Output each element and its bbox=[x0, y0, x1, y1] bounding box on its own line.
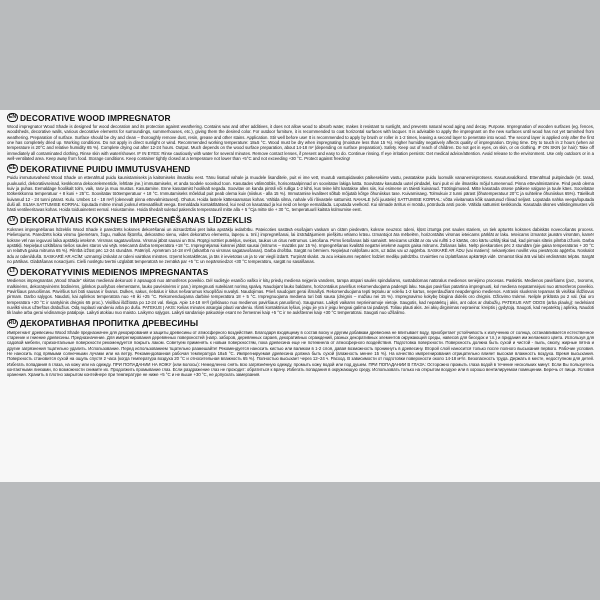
section-body-ru: Импрегнант древесины Wood Shade предназначен для декорирования и защиты древесины от атмосферного воздействия. Благодаря входящему в состав воску и другим добавкам древесина не впитывает воду, приобретает устойчивость к излучению от солнца, останавливается естественное старение и гниение древесины. Предназначение. Для импрегнирования деревянных поверхностей (напр. заборов, деревянных сараев, декоративных ограждений, разных декоративных элементов окружающей среды, навесов для беседок и т.п.) и придания им желаемого цвета. Используя для садовой мебели, горизонтальные поверхности рекомендуется покрыть лаком. Советуем применять к новым поверхностям, пока древесина еще не потемнела от атмосферного воздействия. Подготовка поверхности. Поверхность должна быть сухой и чистой - пыль, смолу, жирные пятна и другие загрязнения тщательно удалить. Использование. Перед использованием тщательно размешайте! Рекомендуется наносить кистью или валиком в 1-2 слоя, давая возможность проникнуть в древесину. Второй слой наносится только после полного высыхания первого. Рабочие условия. Не наносить под прямыми солнечными лучами или на ветру. Рекомендованная рабочая температура 18±5 °C. Импрегнируемая древесина должна быть сухой (влажность менее 15 %). На качество импрегнирования отрицательно влияет высокая влажность воздуха. Время высыхания. Поверхность становится сухой на ощупь спустя 2 часа (когда температура воздуха 20 °С и относительная влажность 65 %). Полностью высыхает через 12–24 ч. Расход. В зависимости от подготовки поверхности около 14-18 м²/л. Безопасность труда. Держать в месте, недоступном для детей. Избегать попадания в глаза, на кожу или на одежду. ПРИ ПОПАДАНИИ НА КОЖУ (или волосы): Немедленно снять всю загрязнённую одежду, промыть кожу водой или под душем. ПРИ ПОПАДАНИИ В ГЛАЗА: Осторожно промыть глаза водой в течение нескольких минут. Если Вы пользуетесь контактными линзами, по возможности снимите их. Продолжить промывание глаз. Если раздражение глаз не проходит: обратиться к врачу. Избегать попадания в окружающую среду. Использовать только на открытом воздухе или в хорошо вентилируемом помещении. Беречь от пищи. Условия хранения. Хранить в плотно закрытом контейнере при температуре не ниже +5 °С и не выше +30 °C, не допускать замерзания. bbox=[7, 329, 594, 378]
section-header bbox=[7, 215, 594, 226]
section-header bbox=[7, 318, 594, 329]
section-title-lt: DEKORATYVINIS MEDIENOS IMPREGNANTAS bbox=[20, 266, 209, 277]
section-body-en: Wood impregnator Wood Shade is designed for wood decoration and its protection against weathering. Contains wax and other additives, it does not allow wood to absorb water, makes it resistant to sunlight, and prevents natural wood aging and decay. Purpose. Impregnation of wooden surfaces (eg. fences, woodsheds, decorative walls, various decorative elements for surroundings, summerhouses, etc.), giving them the desired color. For outdoor furniture, it is recommended to coat horizontal surfaces with lacquer. It is advisable to apply the impregnant on the new surfaces until wood has not yet tarnished from weathering. Preparation of surface. Surface should be dry and clean – thoroughly remove dust, resin, grease and other stains. Application. Stir well before use! It is recommended to apply by brush or roller in 1-2 times, leaving a second layer to penetrate into wood. The second layer is applied only after the first one has completely dried up. Working conditions. Do not apply in direct sunlight or wind. Recommended working temperature: 18±5 °C. Wood must be dry when impregnating (moisture less than 15 %). Higher humidity negatively affects quality of impregnation. Drying time. Dry to touch in 2 hours (when air temperature is 20°C and relative humidity 65 %). Complete drying out after 12-24 hours. Output. Much depends on the wood surface preparation, about 14-18 m² (depending on surface preparation). Safety. Keep out of reach of children. Do not get in eyes, on skin, or on clothing. IF ON SKIN (or hair): Take off immediately all contaminated clothing. Rinse skin with water/shower. IF IN EYES: Rinse cautiously with water for several minutes. Remove contact lenses, if present and easy to do. Continue rinsing. If eye irritation persists: Get medical advice/attention. Avoid release to the environment. Use only outdoors or in a well-ventilated area. Keep away from food. Storage conditions. Keep container tightly closed at a temperature not lower than +5°C and not exceeding +30 °C. Protect against freezing! bbox=[7, 124, 594, 162]
section-title-lv: DEKORATĪVAIS KOKSNES IMPREGNĒŠANAS LĪDZEKLIS bbox=[20, 215, 253, 226]
language-badge-ee: EE bbox=[7, 164, 18, 173]
language-badge-en: EN bbox=[7, 113, 18, 122]
section-body-lt: Medienos impregnantas „Wood Shade“ skirtas medienai dekoruoti ir apsaugoti nuo atmosferos poveikio. Dėl sudėtyje esančio vaško ir kitų priedų mediena neįgeria vandens, tampa atspari saulės spinduliams, sustabdomas natūralus medienos senėjimo procesas. Paskirtis. Medienos paviršiams (pvz., tvoroms, malkinėms, dekoratyvinėms būdinėms, įplinkos puošybos elementams, lauko pavėsinėms ir pan.) impregnuoti suteikiant norimą spalvą. Naudojant lauko baldams, horizontalius paviršius rekomenduojama padengti laku. Naujus paviršius patartina impregnuoti, kol mediena nepatamsėjusi nuo atmosferos poveikio. Paviršiaus paruošimas. Paviršius turi būti sausas ir švarus. Dulkes, sakus, riebalus ir kitus nešvarumus kruopščiai nuvalyti. Naudojimas. Prieš naudojant gerai išmaišyti. Rekomenduojama tepti teptuku ar voleliu 1-2 kartus, neperdaužiant neapdenginio medienos. Antrasis sluoksnis tepamas tik visiškai išdžiūvus pirmam. Darbo sąlygos. Naudoti, kai aplinkos temperatūra nuo +8 iki +25 °C. Rekomenduojama darbinė temperatūra 18 + 5 °C. Impregnuojama mediena turi būti sausa (drėgnis – mažiau nei 15 %). Impregnavimo kokybę blogina didelis oro drėgnis. Džiūvimo trukmė. Neliple priklūsta po 2 val. (kai oro temperatūra +20 °C ir santykinis drėgnis 65 proc.). Visiškai išdžiūsta po 12-24 val. Išeiga. Apie 14-18 m²/l (priklauso nuo medienos paviršiaus paruošimo). Saugumas. Laikyti vaikams neprieinamoje vietoje. Saugotis, kad nepatektų į akis, ant odos ar drabužių. PATEKUS ANT ODOS (arba plaukų): nedelsiant nuvilkti visus užterštus drabužius. Odą nuplauti vandeniu arba po dušu. PATEKUS Į AKIS: Kelias minutes atsargiai plauti vandeniu. Išimti kontaktinius lęšius, jeigu jie yra ir jeigu lengvai galima tai padaryti. Toliau plauti akis. Jei akių dirginimas nepraeina: kreiptis į gydytoją. Saugoti, kad nepatektų į aplinką. Naudoti tik lauke arba gerai vėdinamoje patalpoje. Laikyti atokiau nuo maisto. Laikymo sąlygos. Laikyti sandarioje pakuotėje esant ne žemesnei kaip +5 °C ir ne aukštesnei kaip +30 °C temperatūrai. Saugoti nuo užšalimo. bbox=[7, 278, 594, 316]
language-badge-ru: RU bbox=[7, 319, 18, 328]
product-label-text-panel bbox=[0, 110, 600, 482]
section-ru bbox=[7, 318, 594, 378]
language-badge-lt: LT bbox=[7, 267, 18, 276]
section-title-ee: DEKORATIIVNE PUIDU IMMUTUSVAHEND bbox=[20, 163, 191, 174]
section-title-ru: ДЕКОРАТИВНАЯ ПРОПИТКА ДРЕВЕСИНЫ bbox=[20, 318, 199, 329]
language-badge-lv: LV bbox=[7, 216, 18, 225]
section-body-lv: Koksnes impregnēšanas līdzeklis Wood Shade ir paredzēts koksnes dekorēšanai un aizsardzībai pret laika apstākļu iedarbību. Pateicoties sastāvā esošajam vaskam un citām piedevām, koksne neuzsūc ūdeni, kļūst izturīga pret saules stariem, un tiek apturēts koksnes dabiskās novecošanās process. Pielietojums. Paredzēts koka virsmu (piemēram, žogu, malkas šķūnīšu, dekoratīvo sienu, vides dekoratīvo elementu, lapeņu u. tml.) impregnēšanai, lai izstrādājumiem piešķirtu vēlamo krāsu. Izmantojot āra mēbelēm, horizontālās virsmas ieteicams pārklāt ar laku. Ieteicams izmantot jaunām virsmām, kamēr koksne vēl nav ieguvusi laika apstākļu ietekmē. Virsmas sagatavošana. Virsmai jābūt sausai un tīrai. Rūpīgi notīriet putekļus, sveķus, taukus un citus netīrumus. Lietošana. Pirms lietošanas labi samaisīt. Ieteicams uzklāt ar otu vai rullīti 1-2 kārtās, otro kārtu uzklāj tikai tad, kad pirmais slānis pilnībā izžuvis. Darba apstākļi. Nepieļaut uzklāšanu tiešos saules staros vai vējā. Ieteicamā darba temperatūra +18 °C. Impregnējamai koksnei jābūt sausai (mitrums – mazāks par 15 %). Impregnēšanas kvalitāti negatīvi ietekmē augsts gaisa mitrums. Žūšanas laiks. Nelīp pieskaroties pēc 2 stundām (pie gaisa temperatūras + 20 °C un relatīvā gaisa mitruma 65 %). Pilnībā izžūst pēc 12-24 stundām. Patēriņš. Apmēram 14-18 m²/l (atkarībā no virsmas sagatavošanas). Darba drošība. Sargāt no bērniem. Nepieļaut nokļūšanu acīs, uz ādas vai uz apģērba. SASKARĒ AR ĀDU (vai matiem): nekavējoties novilkt visu piesārņoto apģērbu. Noskalot ādu ar ūdeni/dušā. SASKARĒ AR ACĪM: uzmanīgi izskalot ar ūdeni vairākas minūtes. Izņemt kontaktlēcas, ja tās ir ievietotas un ja to var viegli izdarīt. Turpināt skalot. Ja acu iekaisums nepāriet: lūdziet mediķu palīdzību. Izvairīties no izplatīšanas apkārtējā vidē. Izmantot tikai ārā vai labi vēdināmās telpās. Sargāt no pārtikas. Glabāšanas nosacījumi. Cieši noslēgtu tvertni uzglabāt temperatūrā ne zemākā par +5 °C un nepārsniedzot +30 °C temperatūru, sargāt no sasalšanas. bbox=[7, 226, 594, 264]
section-header bbox=[7, 163, 594, 174]
section-ee bbox=[7, 163, 594, 212]
section-en bbox=[7, 112, 594, 161]
section-header bbox=[7, 112, 594, 123]
section-title-en: DECORATIVE WOOD IMPREGNATOR bbox=[20, 112, 171, 123]
section-lv bbox=[7, 215, 594, 264]
section-header bbox=[7, 266, 594, 277]
section-lt bbox=[7, 266, 594, 315]
section-body-ee: Puidu immutusvahend Wood Shade on ettenähtud puidu kaunistamiseks ja kaitsmiseks ilmastiku eest. Tänu lisatud vahale ja muudele lisanditele, puit ei ime vett, muutub vastupidavaks päikesekiirte vastu, peatatakse puidu loomulik vananemisprotsess. Kasutusvaldkond. Ettenähtud puitpindade (nt. tarad, puukuurid, dekoratiivseinad, keskkonna dekoorelementide, lehtlate jne.) immutamiseks, et anda toodele soovitud toon. Kasutades välimööblis, horisontaalpinnad on soovitatav lakiga katta. Soovitatav kasutada uutel pindadel, kuni puit ei ole ilmastiku mõjul tumenenud. Pinna ettevalmistamine. Pind peab olema kuiv ja puhas. Eemaldage hoolikalt tolm, vaik, rasv ja muu mustus. Kasutamine. Enne kasutamist hoolikalt segada. Soovitav on kanda pintsli või rulliga 1-2 kihti, kus teine kiht kantakse alles siis, kui esimene on täiesti kuivanud. Töötingimused. Mitte kasutada otsese päikese valguse ja tuule käes. Soovitatav töökeskkonna temperatuur + 8 kuni + 25°C. Soovitatav töötemperatuur + 18 °C. Immutamiseks mõeldud puit peab olema kuiv (niiskus - alla 15 %). Immutamise kvaliteet sõltub mõjutab kõrge õhuniiskus tase. Kuivamisaeg. Tolmukuiv 2 tunni pärast (õhutemperatuur 20°C ja suhteline õhuniiskus 65%). Täielikult kuivanud 12 - 24 tunni pärast. Kulu. Umbes 14 - 18 m²/l (olenevalt pinna ettevalmistusest). Ohutus. Hoida lastele kättesaamatus kohas. Vältida silma, nahale või rõivastele sattumist. NAHALE (või juustele) SATTUMISE KORRAL: võtta viivitamata kõik saastunud rõivad seljast. Loputada nahka veega/loputada duši all. SILMA SATTUMISE KORRAL: loputada mitme minuti jooksul ettevaatlikult veega. Eemaldada kontaktläätsed, kui neid on kasutatud ja kui neid on kerge eemaldada. Loputada veelkord. Kui silmade ärritus ei möödu, pöörduda arsti poole. Vältida sattumist keskkonda. Kasutada üksnes välistingimustes või hästi ventileeritavas kohas. Hoida toiduainetest eemal. Hoiustamine. Hoida tihedalt suletud pakendis temperatuuril mitte alla + 5 °Cja mitte üle + 30 °C, temperatuuril kaitsta külmumise eest. bbox=[7, 175, 594, 213]
